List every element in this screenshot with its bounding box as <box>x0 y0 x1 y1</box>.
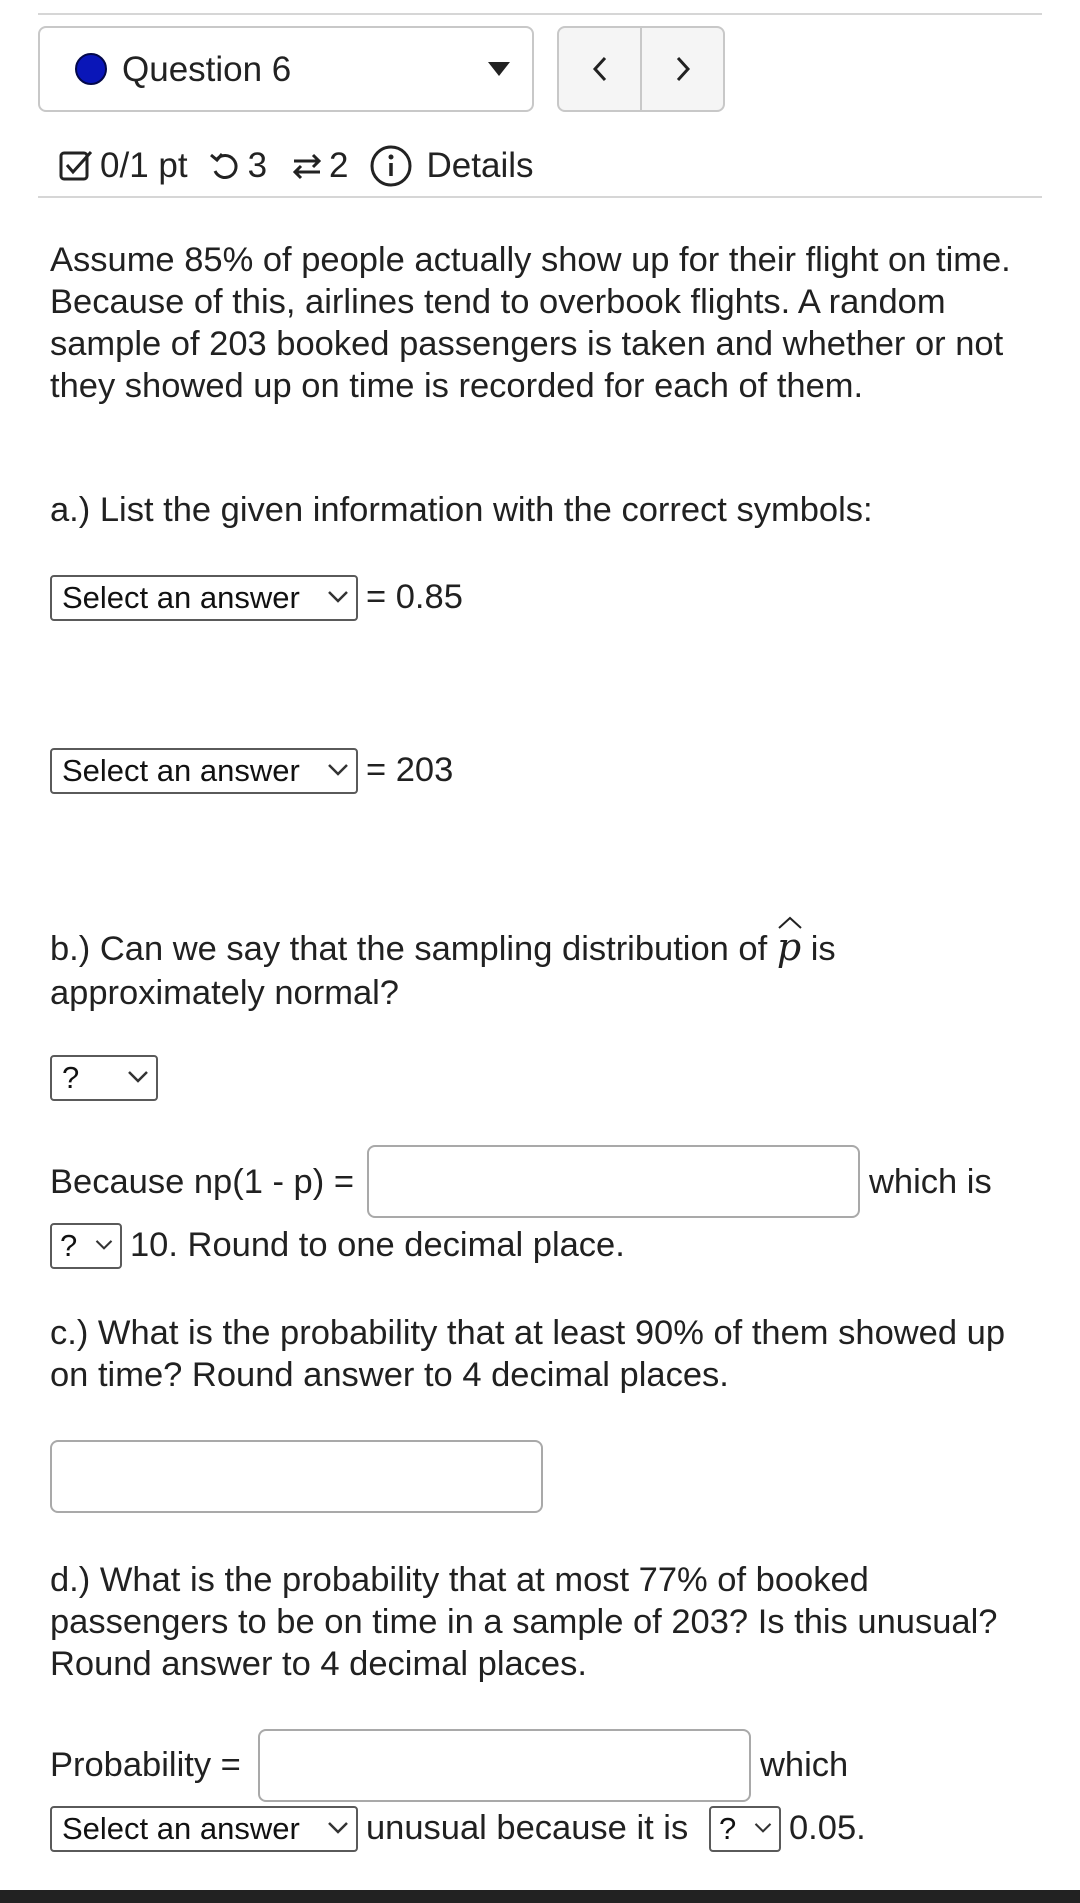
part-a-prompt: a.) List the given information with the correct symbols: <box>50 491 873 529</box>
p-hat-symbol <box>777 925 801 969</box>
select-value: ? <box>719 1811 737 1846</box>
info-icon[interactable] <box>369 144 413 188</box>
meta-divider <box>38 196 1042 198</box>
select-value: ? <box>62 1060 80 1095</box>
hat-accent-icon <box>778 916 802 930</box>
part-b-compare-select[interactable] <box>50 1223 122 1269</box>
part-d-unusual-select[interactable] <box>50 1806 358 1852</box>
part-b-normal-select[interactable] <box>50 1055 158 1101</box>
part-a-value-1: = 0.85 <box>366 578 463 616</box>
select-value: Select an answer <box>62 1811 300 1846</box>
chevron-down-icon <box>94 1237 114 1253</box>
part-c-input[interactable] <box>50 1440 543 1513</box>
part-a-value-2: = 203 <box>366 751 454 789</box>
details-link[interactable]: Details <box>426 146 534 185</box>
part-b-prompt <box>50 925 1040 1015</box>
question-meta <box>58 140 534 192</box>
part-b-prompt-text: b.) Can we say that the sampling distribution of <box>50 930 768 968</box>
submissions-icon <box>289 148 325 184</box>
part-b-prompt-line2: approximately normal? <box>50 974 399 1012</box>
part-a-symbol-select-2[interactable] <box>50 748 358 794</box>
p-hat-letter: p <box>776 925 802 969</box>
select-value: Select an answer <box>62 580 300 615</box>
question-title: Question 6 <box>122 50 292 89</box>
select-value: ? <box>60 1228 78 1263</box>
part-d-prompt: d.) What is the probability that at most 77% of booked passengers to be on time in a sample of 203? Is this unusual? Round answer to 4 decimal places. <box>50 1561 998 1683</box>
previous-question-button[interactable] <box>559 28 640 110</box>
part-d-tail: 0.05. <box>789 1809 866 1847</box>
bottom-bar <box>0 1890 1080 1903</box>
which-is-label: which is <box>869 1163 992 1201</box>
top-divider <box>38 13 1042 15</box>
chevron-down-icon <box>126 1069 150 1085</box>
because-label: Because np(1 - p) = <box>50 1163 354 1201</box>
select-value: Select an answer <box>62 753 300 788</box>
question-intro: Assume 85% of people actually show up for their flight on time. Because of this, airlines tend to overbook flights. A random sample of 203 booked passengers is taken and whether or not they showed up on time is recorded for each of them. <box>50 241 1011 405</box>
question-status-dot <box>75 53 107 85</box>
part-b-prompt-is: is <box>810 930 836 968</box>
part-c-prompt: c.) What is the probability that at least 90% of them showed up on time? Round answer to 4 decimal places. <box>50 1314 1005 1394</box>
which-label: which <box>760 1746 849 1784</box>
chevron-right-icon <box>673 54 693 84</box>
part-d-compare-select[interactable] <box>709 1806 781 1852</box>
question-selector[interactable] <box>38 26 534 112</box>
part-b-tail: 10. Round to one decimal place. <box>130 1226 625 1264</box>
chevron-left-icon <box>590 54 610 84</box>
checkbox-score-icon <box>58 148 94 184</box>
np-input[interactable] <box>367 1145 860 1218</box>
chevron-down-icon <box>326 1820 350 1836</box>
caret-down-icon <box>488 62 510 76</box>
unusual-text: unusual because it is <box>366 1809 689 1847</box>
retry-icon <box>208 149 242 183</box>
part-a-symbol-select-1[interactable] <box>50 575 358 621</box>
chevron-down-icon <box>326 589 350 605</box>
question-nav <box>557 26 725 112</box>
part-d-probability-input[interactable] <box>258 1729 751 1802</box>
points-text: 0/1 pt <box>100 146 188 185</box>
submissions-count: 2 <box>329 146 349 185</box>
probability-label: Probability = <box>50 1746 241 1784</box>
next-question-button[interactable] <box>640 28 723 110</box>
retries-count: 3 <box>247 146 268 185</box>
chevron-down-icon <box>326 762 350 778</box>
chevron-down-icon <box>753 1820 773 1836</box>
